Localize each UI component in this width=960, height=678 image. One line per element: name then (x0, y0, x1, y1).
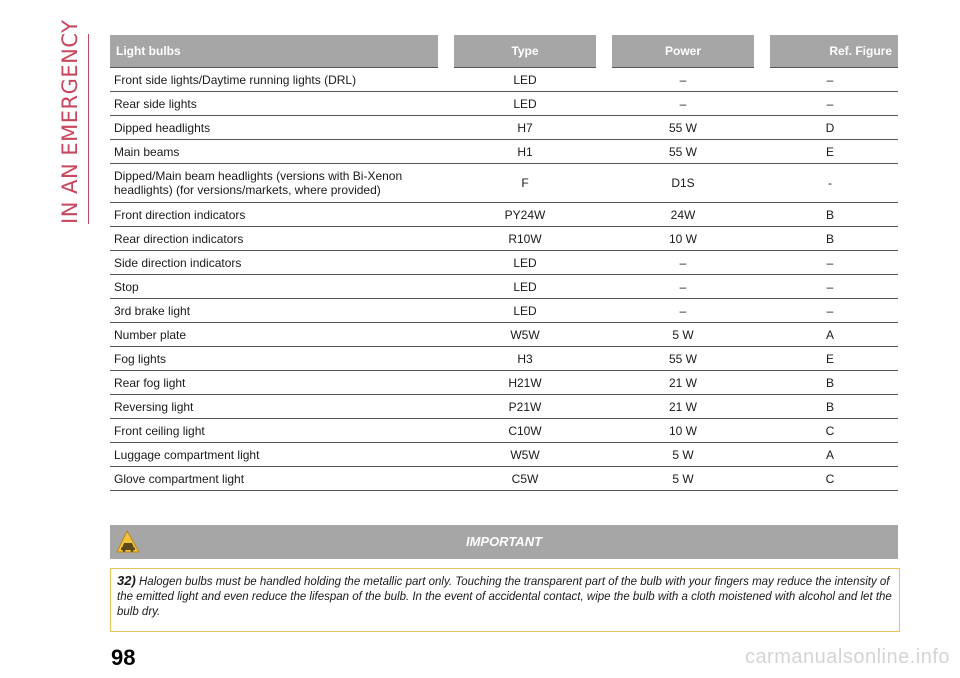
cell-type: H1 (446, 140, 604, 164)
table-row (110, 419, 898, 443)
cell-ref: A (762, 323, 898, 347)
section-side-label-text: IN AN EMERGENCY (58, 19, 82, 224)
cell-type: R10W (446, 227, 604, 251)
cell-ref: - (762, 164, 898, 203)
cell-type: H3 (446, 347, 604, 371)
cell-bulb: Stop (110, 275, 446, 299)
cell-type: LED (446, 275, 604, 299)
cell-bulb: Front direction indicators (110, 203, 446, 227)
cell-type: F (446, 164, 604, 203)
header-light-bulbs: Light bulbs (110, 35, 446, 68)
cell-ref: – (762, 299, 898, 323)
cell-bulb: Rear fog light (110, 371, 446, 395)
table-row (110, 347, 898, 371)
cell-power: 21 W (604, 395, 762, 419)
cell-bulb: Fog lights (110, 347, 446, 371)
cell-ref: B (762, 227, 898, 251)
cell-ref: C (762, 419, 898, 443)
header-type: Type (446, 35, 604, 68)
cell-power: 5 W (604, 467, 762, 491)
cell-bulb: Dipped headlights (110, 116, 446, 140)
cell-power: – (604, 275, 762, 299)
cell-ref: B (762, 371, 898, 395)
table-row (110, 323, 898, 347)
page-number: 98 (111, 645, 136, 670)
table-row (110, 251, 898, 275)
cell-ref: – (762, 251, 898, 275)
cell-ref: B (762, 395, 898, 419)
cell-power: 10 W (604, 227, 762, 251)
cell-bulb: 3rd brake light (110, 299, 446, 323)
table-row (110, 275, 898, 299)
important-note (110, 568, 900, 632)
cell-bulb: Rear side lights (110, 92, 446, 116)
cell-ref: A (762, 443, 898, 467)
table-header-row (110, 35, 898, 68)
cell-power: 21 W (604, 371, 762, 395)
note-text: Halogen bulbs must be handled holding the metallic part only. Touching the transparent part of the bulb with your fingers may reduce the intensity of the emitted light and even reduce the lifespan of the bulb. In the event of accidental contact, wipe the bulb with a cloth moistened with alcohol and let the bulb dry. (117, 576, 892, 618)
cell-type: LED (446, 92, 604, 116)
table-row (110, 164, 898, 203)
cell-ref: C (762, 467, 898, 491)
cell-type: LED (446, 251, 604, 275)
cell-ref: E (762, 140, 898, 164)
cell-ref: – (762, 92, 898, 116)
watermark: carmanualsonline.info (744, 646, 950, 668)
cell-power: 5 W (604, 443, 762, 467)
cell-bulb: Main beams (110, 140, 446, 164)
table-row (110, 299, 898, 323)
cell-type: PY24W (446, 203, 604, 227)
cell-power: 55 W (604, 116, 762, 140)
header-power: Power (604, 35, 762, 68)
cell-power: – (604, 251, 762, 275)
table-row (110, 443, 898, 467)
header-ref-figure: Ref. Figure (762, 35, 898, 68)
cell-ref: D (762, 116, 898, 140)
cell-type: P21W (446, 395, 604, 419)
cell-power: – (604, 92, 762, 116)
cell-bulb: Number plate (110, 323, 446, 347)
cell-power: 10 W (604, 419, 762, 443)
cell-power: 5 W (604, 323, 762, 347)
cell-type: LED (446, 299, 604, 323)
cell-type: C5W (446, 467, 604, 491)
cell-power: 55 W (604, 347, 762, 371)
cell-power: – (604, 299, 762, 323)
table-row (110, 68, 898, 92)
table-row (110, 395, 898, 419)
cell-ref: B (762, 203, 898, 227)
cell-power: 55 W (604, 140, 762, 164)
bulb-table (110, 35, 898, 491)
cell-bulb: Luggage compartment light (110, 443, 446, 467)
cell-type: W5W (446, 443, 604, 467)
cell-ref: E (762, 347, 898, 371)
cell-bulb: Side direction indicators (110, 251, 446, 275)
cell-bulb: Dipped/Main beam headlights (versions with Bi-Xenon headlights) (for versions/markets, where provided) (110, 164, 446, 203)
table-row (110, 371, 898, 395)
cell-bulb: Front side lights/Daytime running lights (DRL) (110, 68, 446, 92)
cell-bulb: Front ceiling light (110, 419, 446, 443)
table-row (110, 92, 898, 116)
table-row (110, 227, 898, 251)
cell-power: D1S (604, 164, 762, 203)
cell-type: H21W (446, 371, 604, 395)
cell-type: W5W (446, 323, 604, 347)
note-reference: 32) (117, 573, 136, 588)
important-banner (110, 525, 898, 559)
table-row (110, 203, 898, 227)
cell-power: – (604, 68, 762, 92)
cell-bulb: Reversing light (110, 395, 446, 419)
table-row (110, 116, 898, 140)
table-row (110, 140, 898, 164)
important-title: IMPORTANT (465, 534, 543, 549)
cell-type: LED (446, 68, 604, 92)
cell-type: H7 (446, 116, 604, 140)
cell-type: C10W (446, 419, 604, 443)
cell-ref: – (762, 275, 898, 299)
cell-ref: – (762, 68, 898, 92)
table-row (110, 467, 898, 491)
cell-bulb: Rear direction indicators (110, 227, 446, 251)
section-side-label (52, 19, 89, 224)
cell-bulb: Glove compartment light (110, 467, 446, 491)
cell-power: 24W (604, 203, 762, 227)
